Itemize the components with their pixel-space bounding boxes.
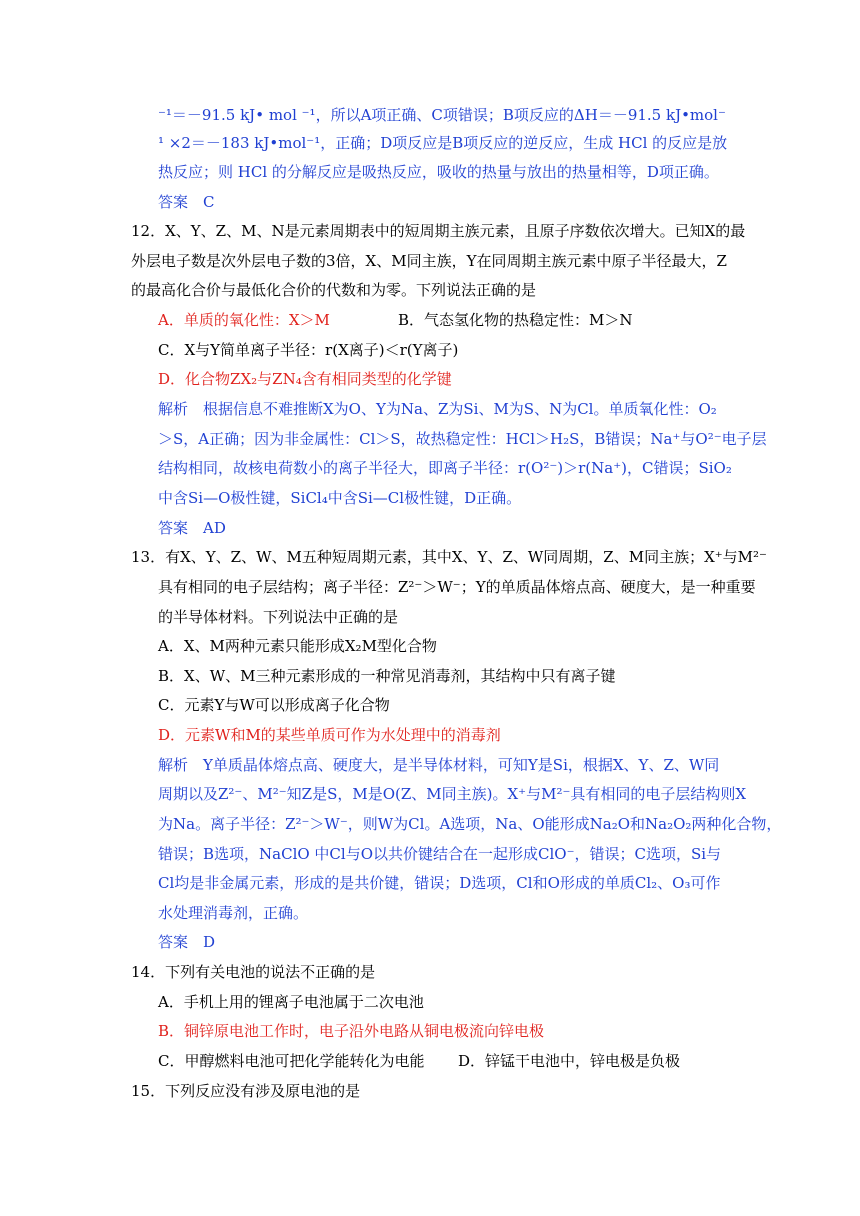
option-c: C．甲醇燃料电池可把化学能转化为电能 — [158, 1052, 425, 1070]
explanation-line: 解析 Y单质晶体熔点高、硬度大，是半导体材料，可知Y是Si，根据X、Y、Z、W同 — [158, 756, 720, 774]
option-b-correct: B．铜锌原电池工作时，电子沿外电路从铜电极流向锌电极 — [158, 1022, 545, 1040]
explanation-line: Cl均是非金属元素，形成的是共价键，错误；D选项，Cl和O形成的单质Cl₂、O₃可作 — [158, 874, 721, 892]
explanation-line: 热反应；则 HCl 的分解反应是吸热反应，吸收的热量与放出的热量相等，D项正确。 — [158, 163, 719, 181]
question-15-stem: 15．下列反应没有涉及原电池的是 — [131, 1082, 361, 1100]
option-c: C．X与Y简单离子半径：r(X离子)＜r(Y离子) — [158, 341, 459, 359]
answer-line: 答案 D — [158, 933, 216, 951]
option-b: B．X、W、M三种元素形成的一种常见消毒剂，其结构中只有离子键 — [158, 667, 616, 685]
option-d-correct: D．化合物ZX₂与ZN₄含有相同类型的化学键 — [158, 370, 452, 388]
explanation-line: 为Na。离子半径：Z²⁻＞W⁻，则W为Cl。A选项，Na、O能形成Na₂O和Na₂O₂两种化合物， — [158, 815, 782, 833]
option-a-correct: A．单质的氧化性：X＞M — [158, 311, 330, 329]
answer-line: 答案 C — [158, 193, 215, 211]
option-a: A．X、M两种元素只能形成X₂M型化合物 — [158, 637, 437, 655]
option-b: B．气态氢化物的热稳定性：M＞N — [398, 311, 633, 329]
question-12-stem: 12．X、Y、Z、M、N是元素周期表中的短周期主族元素，且原子序数依次增大。已知X的最 — [131, 222, 746, 240]
explanation-line: 解析 根据信息不难推断X为O、Y为Na、Z为Si、M为S、N为Cl。单质氧化性：O₂ — [158, 400, 717, 418]
answer-line: 答案 AD — [158, 519, 226, 537]
question-12-stem: 的最高化合价与最低化合价的代数和为零。下列说法正确的是 — [131, 281, 537, 299]
explanation-line: 周期以及Z²⁻、M²⁻知Z是S，M是O(Z、M同主族)。X⁺与M²⁻具有相同的电子层结构则X — [158, 785, 747, 803]
question-12-stem: 外层电子数是次外层电子数的3倍，X、M同主族，Y在同周期主族元素中原子半径最大，Z — [131, 252, 727, 270]
option-d-correct: D．元素W和M的某些单质可作为水处理中的消毒剂 — [158, 726, 501, 744]
explanation-line: ＞S，A正确；因为非金属性：Cl＞S，故热稳定性：HCl＞H₂S，B错误；Na⁺与O²⁻电子层 — [158, 430, 767, 448]
explanation-line: 错误；B选项，NaClO 中Cl与O以共价键结合在一起形成ClO⁻，错误；C选项，Si与 — [158, 845, 722, 863]
explanation-line: 中含Si—O极性键，SiCl₄中含Si—Cl极性键，D正确。 — [158, 489, 522, 507]
question-13-stem: 的半导体材料。下列说法中正确的是 — [158, 608, 399, 626]
option-c: C．元素Y与W可以形成离子化合物 — [158, 696, 390, 714]
explanation-line: 结构相同，故核电荷数小的离子半径大，即离子半径：r(O²⁻)＞r(Na⁺)，C错误；SiO₂ — [158, 459, 732, 477]
question-13-stem: 具有相同的电子层结构；离子半径：Z²⁻＞W⁻；Y的单质晶体熔点高、硬度大，是一种重要 — [158, 578, 756, 596]
explanation-line: ¹ ×2＝－183 kJ•mol⁻¹，正确；D项反应是B项反应的逆反应，生成 HCl 的反应是放 — [158, 134, 728, 152]
option-d: D．锌锰干电池中，锌电极是负极 — [458, 1052, 681, 1070]
explanation-line: ⁻¹＝－91.5 kJ• mol ⁻¹，所以A项正确、C项错误；B项反应的ΔH＝－91.5 kJ•mol⁻ — [158, 106, 726, 124]
question-14-stem: 14．下列有关电池的说法不正确的是 — [131, 963, 376, 981]
option-a: A．手机上用的锂离子电池属于二次电池 — [158, 993, 424, 1011]
explanation-line: 水处理消毒剂，正确。 — [158, 904, 309, 922]
question-13-stem: 13．有X、Y、Z、W、M五种短周期元素，其中X、Y、Z、W同周期，Z、M同主族；X⁺与M²⁻ — [131, 548, 767, 566]
